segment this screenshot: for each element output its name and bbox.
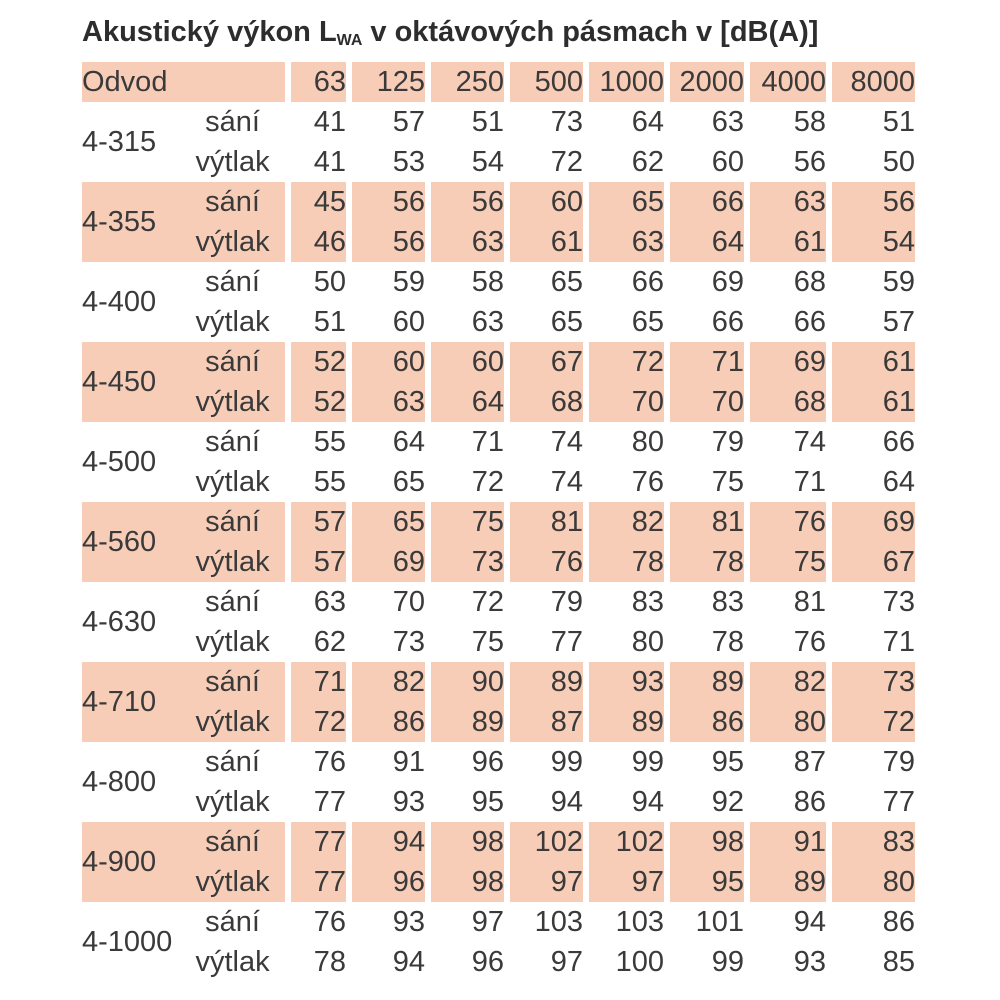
db-value-4-355-intake-1000: 65 <box>583 182 664 222</box>
db-value-4-900-discharge-63: 77 <box>285 862 346 902</box>
db-value-4-1000-intake-125: 93 <box>346 902 425 942</box>
db-value-4-560-intake-8000: 69 <box>826 502 915 542</box>
db-value-4-800-discharge-63: 77 <box>285 782 346 822</box>
db-value-4-400-discharge-1000: 65 <box>583 302 664 342</box>
db-value-4-630-discharge-2000: 78 <box>664 622 744 662</box>
db-value-4-500-intake-8000: 66 <box>826 422 915 462</box>
db-value-4-560-intake-250: 75 <box>425 502 504 542</box>
table-row-4-400-intake <box>82 262 915 302</box>
db-value-4-400-discharge-125: 60 <box>346 302 425 342</box>
db-value-4-710-intake-63: 71 <box>285 662 346 702</box>
size-label: 4-1000 <box>82 925 173 958</box>
db-value-4-560-discharge-8000: 67 <box>826 542 915 582</box>
row-type-label-discharge: výtlak <box>180 382 285 422</box>
table-row-4-710-intake <box>82 662 915 702</box>
db-value-4-560-discharge-1000: 78 <box>583 542 664 582</box>
db-value-4-400-discharge-8000: 57 <box>826 302 915 342</box>
db-value-4-630-discharge-500: 77 <box>504 622 583 662</box>
db-value-4-900-discharge-250: 98 <box>425 862 504 902</box>
db-value-4-500-intake-250: 71 <box>425 422 504 462</box>
row-type-label-discharge: výtlak <box>180 222 285 262</box>
db-value-4-560-intake-500: 81 <box>504 502 583 542</box>
table-header-row <box>82 62 915 102</box>
db-value-4-710-intake-125: 82 <box>346 662 425 702</box>
db-value-4-355-discharge-8000: 54 <box>826 222 915 262</box>
db-value-4-710-discharge-2000: 86 <box>664 702 744 742</box>
freq-header-250: 250 <box>425 62 504 102</box>
size-label: 4-560 <box>82 502 180 582</box>
db-value-4-710-intake-250: 90 <box>425 662 504 702</box>
db-value-4-500-discharge-125: 65 <box>346 462 425 502</box>
row-type-label-intake: sání <box>205 585 260 618</box>
title-subscript: WA <box>336 32 363 50</box>
db-value-4-710-discharge-63: 72 <box>285 702 346 742</box>
db-value-4-400-discharge-2000: 66 <box>664 302 744 342</box>
row-type-label-discharge: výtlak <box>195 465 270 498</box>
row-type-label-discharge: výtlak <box>195 625 270 658</box>
db-value-4-450-intake-250: 60 <box>425 342 504 382</box>
db-value-4-500-intake-4000: 74 <box>744 422 826 462</box>
db-value-4-450-discharge-125: 63 <box>346 382 425 422</box>
db-value-4-900-intake-4000: 91 <box>744 822 826 862</box>
db-value-4-710-discharge-1000: 89 <box>583 702 664 742</box>
freq-header-63: 63 <box>285 62 346 102</box>
db-value-4-500-intake-63: 55 <box>285 422 346 462</box>
db-value-4-800-discharge-125: 93 <box>346 782 425 822</box>
db-value-4-710-discharge-8000: 72 <box>826 702 915 742</box>
db-value-4-900-discharge-500: 97 <box>504 862 583 902</box>
row-type-label-intake: sání <box>180 502 285 542</box>
table-row-4-450-intake <box>82 342 915 382</box>
db-value-4-800-discharge-2000: 92 <box>664 782 744 822</box>
row-type-label-discharge: výtlak <box>195 945 270 978</box>
db-value-4-450-intake-125: 60 <box>346 342 425 382</box>
db-value-4-710-discharge-4000: 80 <box>744 702 826 742</box>
db-value-4-355-intake-2000: 66 <box>664 182 744 222</box>
db-value-4-500-discharge-250: 72 <box>425 462 504 502</box>
acoustic-power-table <box>82 62 915 982</box>
db-value-4-560-intake-1000: 82 <box>583 502 664 542</box>
db-value-4-800-intake-8000: 79 <box>826 742 915 782</box>
table-row-4-1000-intake <box>82 902 915 942</box>
db-value-4-1000-intake-500: 103 <box>504 902 583 942</box>
db-value-4-560-intake-63: 57 <box>285 502 346 542</box>
db-value-4-1000-discharge-500: 97 <box>504 942 583 982</box>
db-value-4-355-discharge-2000: 64 <box>664 222 744 262</box>
db-value-4-355-discharge-4000: 61 <box>744 222 826 262</box>
db-value-4-630-intake-1000: 83 <box>583 582 664 622</box>
table-row-4-560-discharge <box>82 542 915 582</box>
db-value-4-630-intake-63: 63 <box>285 582 346 622</box>
db-value-4-900-intake-500: 102 <box>504 822 583 862</box>
db-value-4-450-intake-1000: 72 <box>583 342 664 382</box>
db-value-4-560-intake-2000: 81 <box>664 502 744 542</box>
db-value-4-630-discharge-250: 75 <box>425 622 504 662</box>
db-value-4-315-intake-63: 41 <box>285 102 346 142</box>
size-label: 4-400 <box>82 285 157 318</box>
db-value-4-400-discharge-4000: 66 <box>744 302 826 342</box>
db-value-4-1000-discharge-250: 96 <box>425 942 504 982</box>
db-value-4-800-discharge-8000: 77 <box>826 782 915 822</box>
row-type-label-discharge: výtlak <box>195 785 270 818</box>
db-value-4-500-discharge-4000: 71 <box>744 462 826 502</box>
db-value-4-560-discharge-4000: 75 <box>744 542 826 582</box>
freq-header-1000: 1000 <box>583 62 664 102</box>
table-row-4-355-intake <box>82 182 915 222</box>
db-value-4-315-discharge-63: 41 <box>285 142 346 182</box>
table-row-4-355-discharge <box>82 222 915 262</box>
db-value-4-500-discharge-500: 74 <box>504 462 583 502</box>
db-value-4-400-intake-8000: 59 <box>826 262 915 302</box>
db-value-4-315-intake-4000: 58 <box>744 102 826 142</box>
table-row-4-1000-discharge <box>82 942 915 982</box>
db-value-4-1000-intake-4000: 94 <box>744 902 826 942</box>
db-value-4-710-intake-1000: 93 <box>583 662 664 702</box>
row-type-label-discharge: výtlak <box>180 542 285 582</box>
db-value-4-630-discharge-63: 62 <box>285 622 346 662</box>
table-row-4-630-intake <box>82 582 915 622</box>
db-value-4-315-discharge-250: 54 <box>425 142 504 182</box>
db-value-4-450-discharge-63: 52 <box>285 382 346 422</box>
db-value-4-630-intake-250: 72 <box>425 582 504 622</box>
db-value-4-560-discharge-125: 69 <box>346 542 425 582</box>
table-row-4-560-intake <box>82 502 915 542</box>
db-value-4-1000-discharge-1000: 100 <box>583 942 664 982</box>
row-type-label-intake: sání <box>205 425 260 458</box>
db-value-4-900-intake-250: 98 <box>425 822 504 862</box>
db-value-4-1000-discharge-63: 78 <box>285 942 346 982</box>
db-value-4-630-intake-125: 70 <box>346 582 425 622</box>
table-row-4-500-discharge <box>82 462 915 502</box>
db-value-4-315-intake-250: 51 <box>425 102 504 142</box>
db-value-4-900-intake-2000: 98 <box>664 822 744 862</box>
row-type-label-intake: sání <box>205 745 260 778</box>
db-value-4-560-discharge-63: 57 <box>285 542 346 582</box>
db-value-4-450-intake-2000: 71 <box>664 342 744 382</box>
db-value-4-400-intake-1000: 66 <box>583 262 664 302</box>
db-value-4-355-discharge-500: 61 <box>504 222 583 262</box>
freq-header-500: 500 <box>504 62 583 102</box>
size-label: 4-800 <box>82 765 157 798</box>
table-row-4-900-discharge <box>82 862 915 902</box>
db-value-4-450-discharge-1000: 70 <box>583 382 664 422</box>
table-row-4-800-discharge <box>82 782 915 822</box>
table-body <box>82 102 915 982</box>
row-type-label-discharge: výtlak <box>180 862 285 902</box>
db-value-4-1000-discharge-4000: 93 <box>744 942 826 982</box>
db-value-4-315-intake-1000: 64 <box>583 102 664 142</box>
db-value-4-800-intake-1000: 99 <box>583 742 664 782</box>
db-value-4-355-intake-4000: 63 <box>744 182 826 222</box>
row-type-label-intake: sání <box>205 265 260 298</box>
db-value-4-450-discharge-250: 64 <box>425 382 504 422</box>
db-value-4-1000-intake-63: 76 <box>285 902 346 942</box>
row-type-label-intake: sání <box>205 905 260 938</box>
db-value-4-900-intake-8000: 83 <box>826 822 915 862</box>
table-row-4-315-discharge <box>82 142 915 182</box>
db-value-4-500-intake-125: 64 <box>346 422 425 462</box>
db-value-4-355-discharge-63: 46 <box>285 222 346 262</box>
db-value-4-500-intake-500: 74 <box>504 422 583 462</box>
db-value-4-630-discharge-1000: 80 <box>583 622 664 662</box>
db-value-4-315-intake-8000: 51 <box>826 102 915 142</box>
db-value-4-355-discharge-250: 63 <box>425 222 504 262</box>
db-value-4-800-intake-4000: 87 <box>744 742 826 782</box>
db-value-4-1000-discharge-2000: 99 <box>664 942 744 982</box>
db-value-4-315-discharge-125: 53 <box>346 142 425 182</box>
row-type-label-intake: sání <box>205 105 260 138</box>
db-value-4-400-intake-4000: 68 <box>744 262 826 302</box>
db-value-4-900-intake-125: 94 <box>346 822 425 862</box>
db-value-4-450-intake-63: 52 <box>285 342 346 382</box>
db-value-4-560-intake-4000: 76 <box>744 502 826 542</box>
db-value-4-560-discharge-500: 76 <box>504 542 583 582</box>
row-type-label-intake: sání <box>180 822 285 862</box>
db-value-4-400-discharge-250: 63 <box>425 302 504 342</box>
db-value-4-800-intake-250: 96 <box>425 742 504 782</box>
row-type-label-discharge: výtlak <box>195 145 270 178</box>
db-value-4-355-discharge-125: 56 <box>346 222 425 262</box>
db-value-4-400-discharge-500: 65 <box>504 302 583 342</box>
db-value-4-710-intake-2000: 89 <box>664 662 744 702</box>
db-value-4-800-discharge-1000: 94 <box>583 782 664 822</box>
size-label: 4-900 <box>82 822 180 902</box>
db-value-4-355-intake-250: 56 <box>425 182 504 222</box>
db-value-4-1000-discharge-125: 94 <box>346 942 425 982</box>
header-odvod-label: Odvod <box>82 62 285 102</box>
db-value-4-1000-intake-1000: 103 <box>583 902 664 942</box>
db-value-4-800-intake-125: 91 <box>346 742 425 782</box>
table-row-4-710-discharge <box>82 702 915 742</box>
db-value-4-315-intake-125: 57 <box>346 102 425 142</box>
db-value-4-900-discharge-8000: 80 <box>826 862 915 902</box>
db-value-4-630-discharge-4000: 76 <box>744 622 826 662</box>
row-type-label-discharge: výtlak <box>195 305 270 338</box>
db-value-4-630-intake-4000: 81 <box>744 582 826 622</box>
row-type-label-discharge: výtlak <box>180 702 285 742</box>
db-value-4-450-discharge-4000: 68 <box>744 382 826 422</box>
db-value-4-450-intake-8000: 61 <box>826 342 915 382</box>
db-value-4-800-intake-63: 76 <box>285 742 346 782</box>
db-value-4-560-intake-125: 65 <box>346 502 425 542</box>
db-value-4-800-discharge-250: 95 <box>425 782 504 822</box>
db-value-4-355-intake-63: 45 <box>285 182 346 222</box>
db-value-4-900-discharge-2000: 95 <box>664 862 744 902</box>
db-value-4-1000-intake-8000: 86 <box>826 902 915 942</box>
db-value-4-1000-discharge-8000: 85 <box>826 942 915 982</box>
table-row-4-800-intake <box>82 742 915 782</box>
db-value-4-400-discharge-63: 51 <box>285 302 346 342</box>
table-row-4-450-discharge <box>82 382 915 422</box>
db-value-4-400-intake-2000: 69 <box>664 262 744 302</box>
size-label: 4-315 <box>82 125 157 158</box>
db-value-4-400-intake-250: 58 <box>425 262 504 302</box>
db-value-4-355-intake-125: 56 <box>346 182 425 222</box>
db-value-4-630-intake-8000: 73 <box>826 582 915 622</box>
db-value-4-315-discharge-8000: 50 <box>826 142 915 182</box>
db-value-4-1000-intake-250: 97 <box>425 902 504 942</box>
size-label: 4-500 <box>82 445 157 478</box>
db-value-4-710-intake-4000: 82 <box>744 662 826 702</box>
db-value-4-800-discharge-4000: 86 <box>744 782 826 822</box>
db-value-4-500-discharge-63: 55 <box>285 462 346 502</box>
freq-header-8000: 8000 <box>826 62 915 102</box>
db-value-4-450-intake-4000: 69 <box>744 342 826 382</box>
db-value-4-500-intake-1000: 80 <box>583 422 664 462</box>
db-value-4-500-discharge-2000: 75 <box>664 462 744 502</box>
db-value-4-630-discharge-8000: 71 <box>826 622 915 662</box>
db-value-4-315-discharge-1000: 62 <box>583 142 664 182</box>
title-prefix: Akustický výkon L <box>82 16 337 48</box>
row-type-label-intake: sání <box>180 662 285 702</box>
table-row-4-400-discharge <box>82 302 915 342</box>
db-value-4-900-discharge-4000: 89 <box>744 862 826 902</box>
freq-header-4000: 4000 <box>744 62 826 102</box>
row-type-label-intake: sání <box>180 342 285 382</box>
db-value-4-500-discharge-1000: 76 <box>583 462 664 502</box>
size-label: 4-355 <box>82 182 180 262</box>
db-value-4-630-intake-500: 79 <box>504 582 583 622</box>
db-value-4-900-discharge-1000: 97 <box>583 862 664 902</box>
db-value-4-400-intake-63: 50 <box>285 262 346 302</box>
title-suffix: v oktávových pásmach v [dB(A)] <box>362 16 819 48</box>
db-value-4-450-discharge-2000: 70 <box>664 382 744 422</box>
db-value-4-630-discharge-125: 73 <box>346 622 425 662</box>
row-type-label-intake: sání <box>180 182 285 222</box>
db-value-4-450-discharge-8000: 61 <box>826 382 915 422</box>
db-value-4-315-intake-500: 73 <box>504 102 583 142</box>
db-value-4-710-discharge-500: 87 <box>504 702 583 742</box>
db-value-4-355-intake-8000: 56 <box>826 182 915 222</box>
db-value-4-900-intake-1000: 102 <box>583 822 664 862</box>
page-title <box>82 16 818 49</box>
size-label: 4-450 <box>82 342 180 422</box>
db-value-4-900-intake-63: 77 <box>285 822 346 862</box>
db-value-4-400-intake-500: 65 <box>504 262 583 302</box>
db-value-4-800-discharge-500: 94 <box>504 782 583 822</box>
size-label: 4-710 <box>82 662 180 742</box>
db-value-4-450-discharge-500: 68 <box>504 382 583 422</box>
db-value-4-450-intake-500: 67 <box>504 342 583 382</box>
db-value-4-800-intake-2000: 95 <box>664 742 744 782</box>
db-value-4-355-intake-500: 60 <box>504 182 583 222</box>
db-value-4-355-discharge-1000: 63 <box>583 222 664 262</box>
size-label: 4-630 <box>82 605 157 638</box>
db-value-4-560-discharge-250: 73 <box>425 542 504 582</box>
db-value-4-500-discharge-8000: 64 <box>826 462 915 502</box>
db-value-4-500-intake-2000: 79 <box>664 422 744 462</box>
db-value-4-900-discharge-125: 96 <box>346 862 425 902</box>
db-value-4-400-intake-125: 59 <box>346 262 425 302</box>
db-value-4-560-discharge-2000: 78 <box>664 542 744 582</box>
freq-header-125: 125 <box>346 62 425 102</box>
db-value-4-315-discharge-2000: 60 <box>664 142 744 182</box>
freq-header-2000: 2000 <box>664 62 744 102</box>
db-value-4-710-discharge-125: 86 <box>346 702 425 742</box>
db-value-4-710-intake-8000: 73 <box>826 662 915 702</box>
table-row-4-315-intake <box>82 102 915 142</box>
db-value-4-800-intake-500: 99 <box>504 742 583 782</box>
table-row-4-630-discharge <box>82 622 915 662</box>
db-value-4-1000-intake-2000: 101 <box>664 902 744 942</box>
db-value-4-710-discharge-250: 89 <box>425 702 504 742</box>
table-row-4-900-intake <box>82 822 915 862</box>
db-value-4-315-discharge-500: 72 <box>504 142 583 182</box>
db-value-4-630-intake-2000: 83 <box>664 582 744 622</box>
db-value-4-315-discharge-4000: 56 <box>744 142 826 182</box>
table-row-4-500-intake <box>82 422 915 462</box>
db-value-4-315-intake-2000: 63 <box>664 102 744 142</box>
db-value-4-710-intake-500: 89 <box>504 662 583 702</box>
